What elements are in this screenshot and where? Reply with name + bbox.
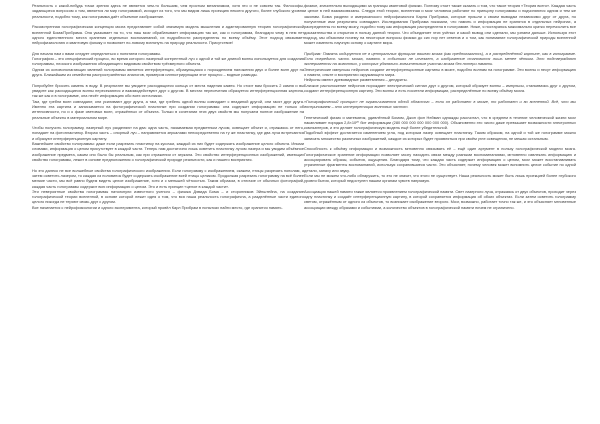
- right-column-paragraph: Электрические импульсы нейронов создают интерференционные картины в мозге, подобно волнам на голограмме. Эти волны и несут информацию о памяти, опыте и восприятии окружающего мира.: [304, 66, 576, 78]
- left-column-paragraph: Попробуйте бросить камень в воду. В результате вы увидите расходящиеся кольца от места падения камня. Но стоит вам бросить 2 камня и вы увидите как расходящиеся волны пересекаются и взаимодействуют друг с другом. В местах пересечения образуется интерференционная картина, так же как и в голограмме, она несёт информацию обо всех источниках.: [32, 82, 304, 99]
- right-column-paragraph: Ассоциация нашей памяти также является проявлением голографической памяти. Свет лазерного луча, отражаясь от двух объектов, проходит через одну пластинку и создаёт интерференционную картину, в которой сохраняется информация об обоих объектах. Если затем осветить голограмму светом, отражённым от одного из объектов, то возникает изображение второго. Мозг, возможно, работает точно так же, и это объясняет мгновенные ассоциации между образами и событиями, а количество объектов в голографической памяти ничем не ограничено.: [304, 188, 576, 210]
- right-text-column: [304, 3, 576, 421]
- right-column-paragraph: Генетический физик и математик, удивлённый Бомом, Джон фон Нейман однажды рассчитал, что в среднем в течение человеческой жизни мозг накапливает порядка 2,8×10²⁰ бит информации (280 000 000 000 000 000 000). Обыкновенно это число даже превышает возможности электронных компьютеров, и это делает голографическую модель ещё более убедительной.: [304, 114, 576, 131]
- left-column-paragraph: Реальность с какой-нибудь точки зрения здесь не является чем-то большим, чем простым механизмом, хотя это и не совсем так. Философы, задающиеся вопросом о том, является ли мир голограммой, исходят из того, что мы видим лишь проекцию некоего другого, более глубокого уровня реальности, подобно тому, как голограмма даёт объемное изображение.: [32, 3, 304, 19]
- right-column-paragraph: «Голографический принцип» не ограничивается одной областью – если он работает в мозге, то работает и во вселенной. Всё, что мы воспринимаем – это интерпретация волновых частот.: [304, 98, 576, 109]
- left-column-paragraph: Одним из основополагающих явлений голограммы является интерференция, образующаяся с порождением наложения двух и более волн друг на друга. Ближайшим из семейства распространённых аналогов, примером иллюстрирующим этот процесс – водные разводы.: [32, 66, 304, 78]
- right-column-paragraph: Прибрам: Память кодируется не в центральных функциях вашего мозга (как предполагалось), а в распределённой картине, как в голограмме. Если повредить часть мозга, память о событиях не исчезает, а изображение становится лишь менее чётким. Это подтверждают эксперименты на животных, у которых удалялись значительные участки мозга без потери памяти.: [304, 50, 576, 67]
- left-column-paragraph: Важнейшее свойство голограммы: даже если разрезать пластинку на кусочки, каждый из них будет содержать изображение целого объекта. Иными словами, информация о целом присутствует в каждой части. Теперь нам достаточно лишь осветить пластинку лучом лазера и мы увидим объёмное изображение предмета, каким оно было бы реальным, как при отражении от зеркала. Это свойство интерференционных изображений, имеющих свойство голограммы, лежит в основе предположения о голографической природе реальности, как и нашего восприятия.: [32, 141, 304, 162]
- left-column-paragraph: Чтобы получить голограмму, лазерный луч разделяют на два: одна часть, называемая предметным лучом, освещает объект и, отражаясь от него, попадает на фотопластинку. Вторая часть – опорный луч – направляется зеркалами непосредственно на ту же пластинку, где два луча встречаются и образуют интерференционную картину.: [32, 125, 304, 141]
- left-column-paragraph: Эти невероятные свойства голограммы натолкнули известного ученого – физика Дэвида Бома – и сторонников Эйнштейна, на создание голографической теории вселенной, в основе которой лежит идея о том, что вся наша реальность голографична, а разделённые части единого целого никогда не теряют связь друг с другом.: [32, 188, 304, 205]
- left-column-paragraph: Там, где гребни волн совпадают, они усиливают друг друга, а там, где гребень одной волны совпадает с впадиной другой, они гасят друг друга. Именно эта картина и записывается на фотографической пластинке при создании голограммы: она содержит информацию не только об интенсивности, но и о фазе световых волн, отражённых от объекта. Только в сочетании этих двух свойств мы получаем полное изображение на реальные объекты в материальном мире.: [32, 98, 304, 120]
- left-column-paragraph: Рассмотренная голографическая концепция мозга представляет собой значимую модель мышления и адаптированную теорию голографической вселенной Бома/Прибрама. Она указывает на то, что наш мозг обрабатывает информацию так же, как и голограмма, благодаря чему в нем нет одного единственного места хранения отдельных воспоминаний, их подробности распределены по всему объёму. Этот подход связывает нейрофизиологию и квантовую физику и позволяет по-новому взглянуть на природу реальности. Присутствие!: [32, 24, 304, 46]
- right-column-paragraph: Нейроны имеют древовидные разветвления – дендриты.: [304, 77, 408, 83]
- left-column-paragraph: Но это далеко не все волшебные свойства голографического изображения. Если голограмму с изображением, скажем, птицы разрезать пополам, а затем осветить лазером, то каждая из половинок будет содержать изображение всей птицы целиком. Продолжая разрезать голограмму на всё более мелкие части, мы всё равно будем видеть целое изображение, хотя и с меньшей чёткостью. Таким образом, в отличие от обычных фотографий, каждая часть голограммы содержит всю информацию о целом. Это и есть принцип «целое в каждой части».: [32, 167, 304, 189]
- left-column-paragraph: Голография – это специфический процесс, во время которого лазерный когерентный луч с одной и той же длиной волны используется для создания голограммы, плоского изображения обладающего видимым свойством трёхмерного объекта.: [32, 56, 304, 67]
- right-column-paragraph: Если мы не можем что-либо обнаружить, то это не значит, что этого не существует. Наша реальность может быть лишь проекцией более глубокого уровня бытия, который недоступен нашим органам чувств напрямую.: [304, 172, 576, 184]
- right-column-paragraph: Подобный эффект достигается изменением угла, под которым лазер освещает пластинку. Таким образом, на одной и той же голограмме можно записать множество различных изображений, каждое из которых будет проявляться при своём угле освещения, не мешая остальным.: [304, 130, 576, 141]
- right-column-paragraph: Способность к объёму информации и возможность мгновенно связывать её – ещё один аргумент в пользу голографической модели мозга. Голографическое хранение информации позволяет мозгу находить связи между разными воспоминаниями, мгновенно извлекать информацию и ассоциировать образы, события, ощущения. Благодаря тому, что каждая часть содержит информацию о целом, мозг может восстанавливать утраченные фрагменты воспоминаний, используя сохранившиеся части. Это объясняет, почему человек может вспомнить целое событие по одной детали, запаху или звуку.: [304, 146, 576, 173]
- left-column-paragraph: Все начинается с нейрофизиологии и одного эксперимента, который провёл Карл Прибрам в попытках найти место, где хранится память.: [32, 204, 283, 210]
- left-text-column: [32, 3, 304, 421]
- right-column-paragraph: Близкое расположение нейронов порождает электрический сигнал друг с другом, который образует волны – импульсы, сталкиваясь друг с другом, создают интерференционную картину. Эти волны и есть носители информации, распределённые по всему объёму мозга.: [304, 82, 576, 93]
- right-column-paragraph: физике, значительно выходящими за границы квантовой физики. Поэтому стоит также сказать о том, что такое теория «Теория всего». Каждая часть и целое в ней взаимосвязаны. Следуя этой теории, вселенная и мозг человека работают по принципу голограммы и подчиняются одним и тем же законам. Бома раздели и американского нейрофизиолога Карла Прибрама, которые пришли к своим выводам независимо друг от друга, но полученные ими результаты совпадают. Исследования Прибрама показали, что память и информация не хранятся в отдельных нейронах, а распределены по всему мозгу, подобно тому как информация распределена в голограмме. Ниже, я постараюсь максимально кратко перечислить все доказательства и открытия в пользу данной теории. Что объединяет этих учёных и какой вывод они сделали, мы узнаем дальше. Используя этот подход, мы объясним почему на некоторые вопросы физики до сих пор нет ответов и о том, как понимание голографической природы вселенной может изменить научную основу о картине мира.: [304, 3, 576, 46]
- left-column-paragraph: Для начала нам с вами следует определиться с понятием голограммы.: [32, 50, 162, 56]
